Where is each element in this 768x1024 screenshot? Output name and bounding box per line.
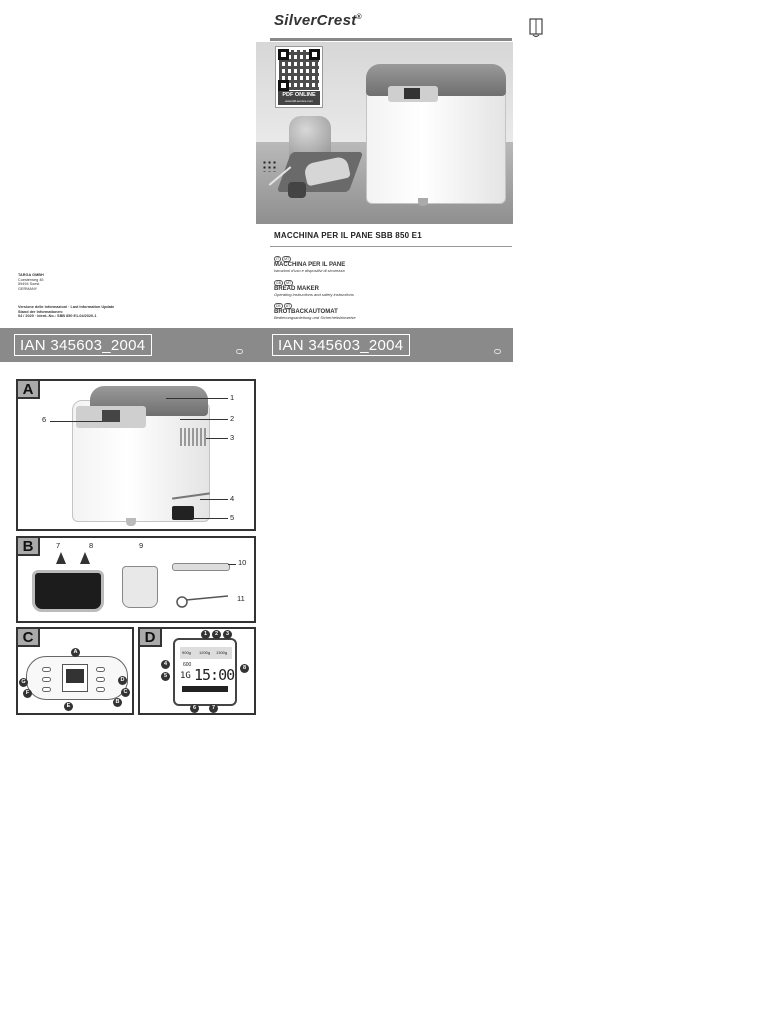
information-version	[18, 305, 114, 319]
label-dot-3: 3	[223, 630, 232, 639]
cover-machine-display	[404, 88, 420, 99]
callout-10: 10	[238, 558, 247, 567]
importer-line: TARGA GMBH	[18, 273, 44, 277]
importer-line: 59494 Soest	[18, 282, 40, 287]
hook-image	[172, 590, 232, 610]
callout-4: 4	[230, 494, 235, 503]
callout-5: 5	[230, 513, 235, 522]
version-line: Versione delle informazioni · Last Information Update	[18, 305, 115, 309]
page-mark-icon	[494, 349, 501, 354]
label-dot-f: F	[23, 689, 32, 698]
label-dot-1: 1	[201, 630, 210, 639]
language-subtitle: Operating instructions and safety instructions	[274, 292, 354, 297]
callout-leader	[206, 438, 228, 439]
weight-1300: 1300g	[216, 650, 228, 655]
lang-code: MT	[284, 257, 290, 261]
label-dot-b: B	[113, 698, 122, 707]
callout-3: 3	[230, 433, 235, 442]
callout-leader	[228, 564, 236, 565]
measuring-cup-image	[122, 566, 158, 608]
callout-leader	[50, 421, 102, 422]
language-block-de	[274, 303, 356, 321]
language-block-gb	[274, 280, 354, 298]
lang-code: MT	[286, 281, 292, 285]
language-title: BROTBACKAUTOMAT	[274, 309, 338, 315]
lang-code: DE	[276, 304, 281, 308]
ian-number-right: IAN 345603_2004	[278, 337, 404, 354]
weight-900: 900g	[182, 650, 191, 655]
importer-line: GERMANY	[18, 286, 38, 291]
ian-number-left: IAN 345603_2004	[20, 337, 146, 354]
label-dot-8: 8	[240, 664, 249, 673]
label-dot-a: A	[71, 648, 80, 657]
figure-letter: A	[16, 379, 40, 399]
callout-1: 1	[230, 393, 235, 402]
qr-corner	[278, 49, 289, 60]
brand-logo	[274, 12, 362, 29]
callout-leader	[194, 518, 228, 519]
pdf-online-label: PDF ONLINE	[282, 92, 316, 98]
label-dot-g: G	[19, 678, 28, 687]
lcd-weight-row	[180, 647, 232, 659]
control-button	[42, 677, 51, 682]
brand-mark: ®	[356, 14, 362, 21]
figure-a-window	[180, 428, 206, 446]
title-rule	[270, 246, 512, 247]
brand-name: SilverCrest	[274, 12, 357, 29]
callout-leader	[180, 419, 228, 420]
control-button	[42, 667, 51, 672]
weight-left: 600	[183, 662, 192, 668]
product-title: MACCHINA PER IL PANE SBB 850 E1	[274, 231, 422, 240]
qr-code	[275, 46, 323, 108]
control-button	[96, 687, 105, 692]
callout-leader	[200, 499, 228, 500]
callout-2: 2	[230, 414, 235, 423]
label-dot-4: 4	[161, 660, 170, 669]
bread-pan-image	[32, 570, 104, 612]
language-title: BREAD MAKER	[274, 286, 319, 292]
pdf-online-badge	[278, 91, 320, 105]
language-title: MACCHINA PER IL PANE	[274, 262, 346, 268]
callout-leader	[166, 398, 228, 399]
version-line: 04 / 2020 · Ident.-No.: SBB 850 E1-04/2020-1	[18, 314, 97, 319]
cover-machine-foot	[418, 198, 428, 206]
qr-corner	[278, 80, 289, 91]
book-icon	[527, 18, 547, 38]
label-dot-e: E	[64, 702, 73, 711]
label-dot-2: 2	[212, 630, 221, 639]
control-panel-screen	[66, 669, 84, 683]
pdf-online-url: www.lidl-service.com	[285, 99, 313, 103]
callout-8: 8	[89, 541, 94, 550]
label-dot-7: 7	[209, 704, 218, 713]
callout-6: 6	[42, 415, 47, 424]
time-readout: 15:00	[194, 666, 235, 684]
callout-9: 9	[139, 541, 144, 550]
progress-bar	[182, 686, 228, 692]
label-dot-6: 6	[190, 704, 199, 713]
jam-jar-image	[288, 182, 306, 198]
language-subtitle: Istruzioni d'uso e dispositivi di sicurezza	[274, 268, 345, 273]
page-mark-icon	[236, 349, 243, 354]
figure-letter: D	[138, 627, 162, 647]
control-button	[96, 677, 105, 682]
figure-a-display	[102, 410, 120, 422]
berries-image	[262, 160, 278, 172]
version-line: Stand der Informationen:	[18, 309, 64, 314]
callout-11: 11	[237, 594, 245, 603]
importer-line: Coesterweg 45	[18, 277, 44, 282]
label-dot-5: 5	[161, 672, 170, 681]
label-dot-c: C	[121, 688, 130, 697]
language-block-it	[274, 256, 345, 274]
lang-code: GB	[276, 281, 282, 285]
lang-code: IT	[276, 257, 280, 261]
lang-code: AT	[285, 304, 291, 308]
label-dot-d: D	[118, 676, 127, 685]
control-button	[42, 687, 51, 692]
qr-corner	[309, 49, 320, 60]
figure-letter: B	[16, 536, 40, 556]
measuring-spoon-image	[172, 563, 230, 571]
control-button	[96, 667, 105, 672]
callout-7: 7	[56, 541, 61, 550]
language-subtitle: Bedienungsanleitung und Sicherheitshinweise	[274, 315, 356, 320]
program-number: 1G	[180, 671, 191, 681]
figure-a-switch	[172, 506, 194, 520]
top-rule	[270, 38, 512, 41]
figure-a-foot	[126, 518, 136, 526]
figure-letter: C	[16, 627, 40, 647]
weight-1200: 1200g	[199, 650, 211, 655]
importer-address	[18, 273, 44, 291]
